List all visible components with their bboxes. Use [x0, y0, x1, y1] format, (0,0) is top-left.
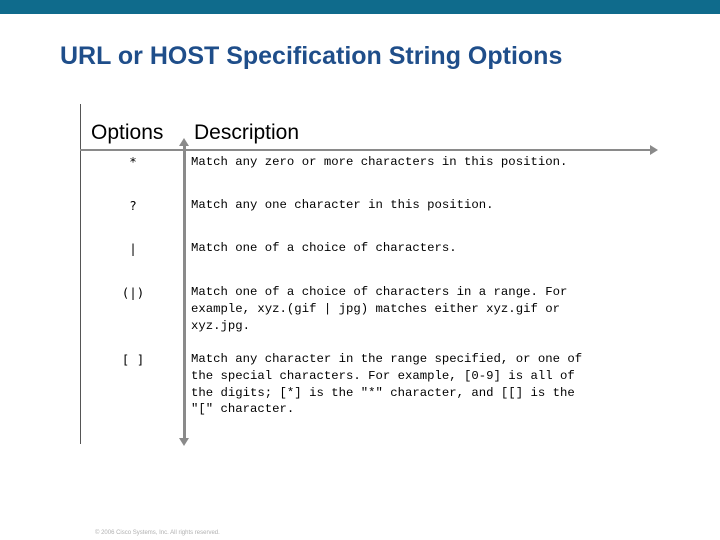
row-description-brackets: Match any character in the range specified, or one of the special characters. For example, [0-9] is all of the digits; [*] is the "*" character, and [[] is the "[" character. — [191, 352, 583, 417]
top-banner — [0, 0, 720, 14]
header-description: Description — [194, 121, 300, 144]
header-divider-arrow — [650, 145, 658, 155]
column-divider — [183, 144, 186, 441]
copyright-footer: © 2006 Cisco Systems, Inc. All rights reserved. — [95, 530, 220, 536]
column-divider-arrow-up — [179, 138, 189, 146]
column-divider-arrow-down — [179, 438, 189, 446]
header-divider — [80, 149, 654, 151]
row-description-pipe: Match one of a choice of characters. — [191, 241, 457, 255]
row-description-range: Match one of a choice of characters in a range. For example, xyz.(gif | jpg) matches either xyz.gif or xyz.jpg. — [191, 285, 568, 333]
row-option-question: ? — [129, 198, 137, 213]
row-description-asterisk: Match any zero or more characters in this position. — [191, 155, 568, 169]
header-options: Options — [91, 121, 164, 144]
row-option-asterisk: * — [129, 154, 137, 169]
slide-title: URL or HOST Specification String Options — [60, 42, 563, 70]
row-option-range: (|) — [121, 285, 145, 300]
row-option-pipe: | — [129, 241, 137, 256]
table-left-border — [80, 104, 81, 444]
row-description-question: Match any one character in this position. — [191, 198, 494, 212]
options-table — [70, 104, 660, 444]
row-option-brackets: [ ] — [121, 352, 145, 367]
